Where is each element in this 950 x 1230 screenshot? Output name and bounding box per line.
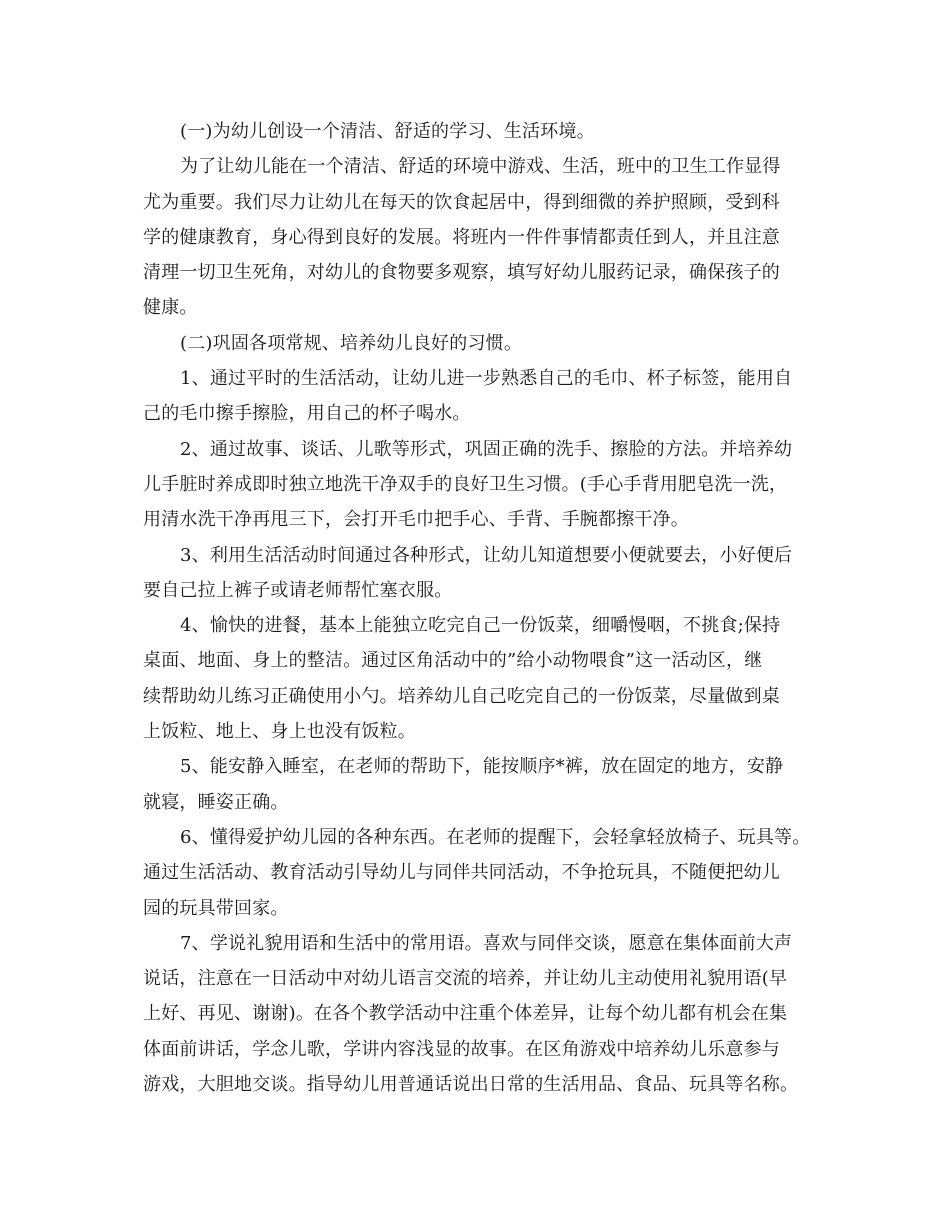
paragraph-line: 园的玩具带回家。 <box>143 897 289 919</box>
paragraph-line: 用清水洗干净再甩三下，会打开毛巾把手心、手背、手腕都擦干净。 <box>143 509 689 531</box>
paragraph-first-line: 1、通过平时的生活活动，让幼儿进一步熟悉自己的毛巾、杯子标签，能用自 <box>180 368 793 390</box>
paragraph-first-line: 3、利用生活活动时间通过各种形式，让幼儿知道想要小便就要去，小好便后 <box>180 544 793 566</box>
paragraph-line: 儿手脏时养成即时独立地洗干净双手的良好卫生习惯。(手心手背用肥皂洗一洗， <box>143 473 788 495</box>
paragraph-line: 通过生活活动、教育活动引导幼儿与同伴共同活动，不争抢玩具，不随便把幼儿 <box>143 862 780 884</box>
paragraph-line: 游戏，大胆地交谈。指导幼儿用普通话说出日常的生活用品、食品、玩具等名称。 <box>143 1074 799 1096</box>
paragraph-line: 说话，注意在一日活动中对幼儿语言交流的培养，并让幼儿主动使用礼貌用语(早 <box>143 968 788 990</box>
paragraph-line: 上饭粒、地上、身上也没有饭粒。 <box>143 721 416 743</box>
paragraph-first-line: 7、学说礼貌用语和生活中的常用语。喜欢与同伴交谈，愿意在集体面前大声 <box>180 932 793 954</box>
paragraph-line: 己的毛巾擦手擦脸，用自己的杯子喝水。 <box>143 403 471 425</box>
paragraph-line: 学的健康教育，身心得到良好的发展。将班内一件件事情都责任到人，并且注意 <box>143 226 780 248</box>
paragraph-line: 尤为重要。我们尽力让幼儿在每天的饮食起居中，得到细微的养护照顾，受到科 <box>143 191 780 213</box>
paragraph-first-line: 4、愉快的进餐，基本上能独立吃完自己一份饭菜，细嚼慢咽，不挑食;保持 <box>180 615 781 637</box>
paragraph-line: 就寝，睡姿正确。 <box>143 791 289 813</box>
document-body <box>143 114 833 1102</box>
paragraph-line: 清理一切卫生死角，对幼儿的食物要多观察，填写好幼儿服药记录，确保孩子的 <box>143 262 780 284</box>
paragraph-line: 要自己拉上裤子或请老师帮忙塞衣服。 <box>143 579 453 601</box>
paragraph-first-line: 5、能安静入睡室，在老师的帮助下，能按顺序*裤，放在固定的地方，安静 <box>180 756 784 778</box>
paragraph-line: 桌面、地面、身上的整洁。通过区角活动中的”给小动物喂食”这一活动区，继 <box>143 650 763 672</box>
paragraph-first-line: 6、懂得爱护幼儿园的各种东西。在老师的提醒下，会轻拿轻放椅子、玩具等。 <box>180 826 811 848</box>
paragraph-first-line: (二)巩固各项常规、培养幼儿良好的习惯。 <box>180 332 523 354</box>
paragraph-line: 健康。 <box>143 297 198 319</box>
paragraph-first-line: 为了让幼儿能在一个清洁、舒适的环境中游戏、生活，班中的卫生工作显得 <box>180 156 781 178</box>
paragraph-first-line: (一)为幼儿创设一个清洁、舒适的学习、生活环境。 <box>180 121 595 142</box>
paragraph-line: 续帮助幼儿练习正确使用小勺。培养幼儿自己吃完自己的一份饭菜，尽量做到桌 <box>143 685 780 707</box>
paragraph-line: 体面前讲话，学念儿歌，学讲内容浅显的故事。在区角游戏中培养幼儿乐意参与 <box>143 1038 780 1060</box>
paragraph-line: 上好、再见、谢谢)。在各个教学活动中注重个体差异，让每个幼儿都有机会在集 <box>143 1003 788 1025</box>
paragraph-first-line: 2、通过故事、谈话、儿歌等形式，巩固正确的洗手、擦脸的方法。并培养幼 <box>180 438 793 460</box>
